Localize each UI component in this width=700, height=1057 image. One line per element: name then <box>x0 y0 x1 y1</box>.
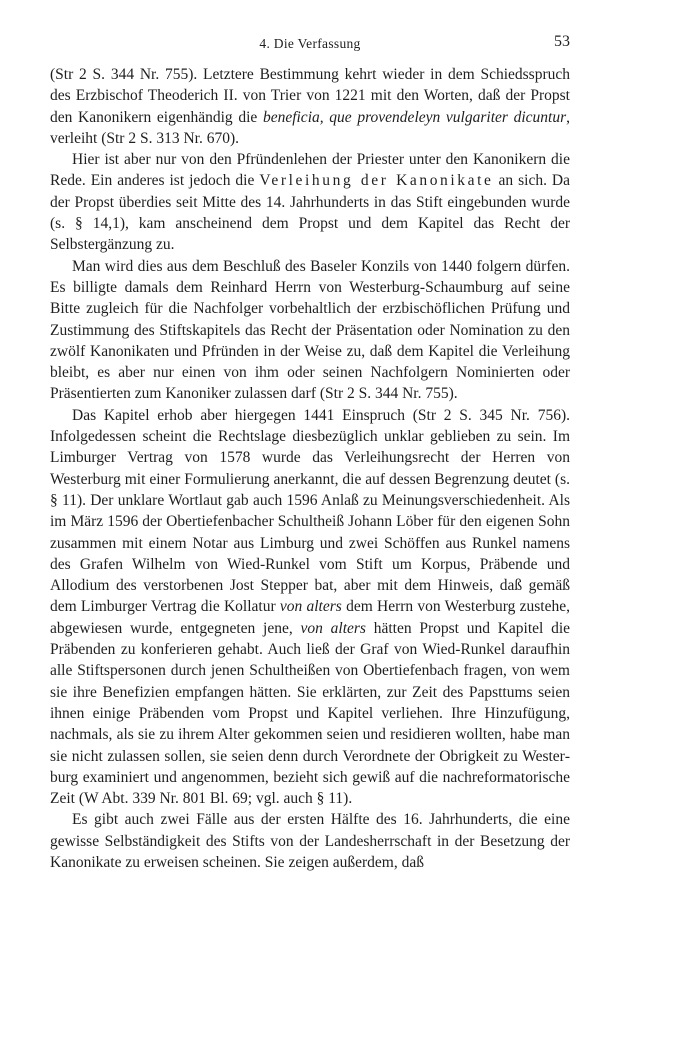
paragraph <box>50 64 570 149</box>
book-page <box>50 33 571 873</box>
body-text <box>50 64 570 873</box>
text-run: hätten Propst und Kapitel die Präbenden zu konferieren gehabt. Auch ließ der Graf von Wied-Runkel daraufhin alle Stiftspersonen durch jenen Schultheißen von Obertiefenbach fragen, von wem sie ihre Benefizien empfangen hätten. Sie erklärten, zur Zeit des Papsttums seien ihnen einige Präbenden vom Propst und Kapitel verliehen. Ihre Hinzufügung, nachmals, als sie zu ihrem Alter gekommen seien und residieren wollten, habe man sie nicht zulassen sollen, sie seien denn durch Verordnete der Obrigkeit zu Westerburg examiniert und angenommen, bezieht sich gewiß auf die nachreformatorische Zeit (W Abt. 339 Nr. 801 Bl. 69; vgl. auch § 11). <box>50 619 571 808</box>
text-run: an sich. Da der Propst überdies seit Mitte des 14. Jahrhunderts in das Stift eingebunden wurde (s. § 14,1), kam anscheinend dem Propst und dem Kapitel das Recht der Selbstergänzung zu. <box>50 172 571 254</box>
latin-quotation: beneficia, que provendeleyn vulgariter dicuntur <box>262 108 567 126</box>
text-run: , verleiht (Str 2 S. 313 Nr. 670). <box>50 108 570 147</box>
paragraph <box>50 809 570 873</box>
running-title: 4. Die Verfassung <box>259 36 361 51</box>
quoted-phrase: von alters <box>279 598 342 616</box>
text-run: Man wird dies aus dem Beschluß des Baseler Konzils von 1440 folgern dürfen. Es billigte damals dem Reinhard Herrn von Westerburg-Schaumburg auf seine Bitte zugleich für die Nachfolger vorbehaltlich der erzbischöflichen Prüfung und Zustimmung des Stiftskapitels das Recht der Präsentation oder Nomination zu den zwölf Kanonikaten und Pfründen in der Weise zu, daß dem Kapitel die Verleihung bleibt, es aber nur einen von ihm oder seinen Nachfolgern Nominierten oder Präsentierten zum Kanoniker zulassen darf (Str 2 S. 344 Nr. 755). <box>50 257 570 403</box>
quoted-phrase: von alters <box>300 619 366 637</box>
page-number: 53 <box>554 33 570 50</box>
paragraph <box>50 256 570 405</box>
text-run: dem Herrn von Westerburg zustehe, abgewiesen wurde, entgegneten jene, <box>50 598 570 637</box>
text-run: Es gibt auch zwei Fälle aus der ersten Hälfte des 16. Jahrhunderts, die eine gewisse Selbständigkeit des Stifts von der Landesherrschaft in der Besetzung der Kanonikate zu erweisen scheinen. Sie zeigen außerdem, daß <box>50 811 570 871</box>
emphasized-term: Verleihung der Kanonikate <box>259 172 494 190</box>
paragraph <box>50 149 570 255</box>
text-run: Das Kapitel erhob aber hiergegen 1441 Einspruch (Str 2 S. 345 Nr. 756). Infolgedessen scheint die Rechtslage diesbezüglich unklar geblieben zu sein. Im Limburger Vertrag von 1578 wurde das Verleihungsrecht der Herren von Westerburg mit einer Formulierung anerkannt, die auf dessen Begrenzung deutet (s. § 11). Der unklare Wortlaut gab auch 1596 Anlaß zu Meinungsverschiedenheit. Als im März 1596 der Obertiefenbacher Schultheiß Johann Löber für den eigenen Sohn zusammen mit einem Notar aus Limburg und zwei Schöffen aus Runkel namens des Grafen Wilhelm von Wied-Runkel vom Stift um Korpus, Präbende und Allodium des verstorbenen Jost Stepper bat, aber mit dem Hinweis, daß gemäß dem Limburger Vertrag die Kollatur <box>50 406 570 616</box>
text-run: Hier ist aber nur von den Pfründenlehen der Priester unter den Kanonikern die Rede. Ein anderes ist jedoch die <box>50 151 570 190</box>
text-run: (Str 2 S. 344 Nr. 755). Letztere Bestimmung kehrt wieder in dem Schiedsspruch des Erzbischof Theoderich II. von Trier von 1221 mit den Worten, daß der Propst den Kanonikern eigenhändig die <box>50 66 570 126</box>
running-header <box>50 33 570 64</box>
paragraph <box>50 405 570 810</box>
